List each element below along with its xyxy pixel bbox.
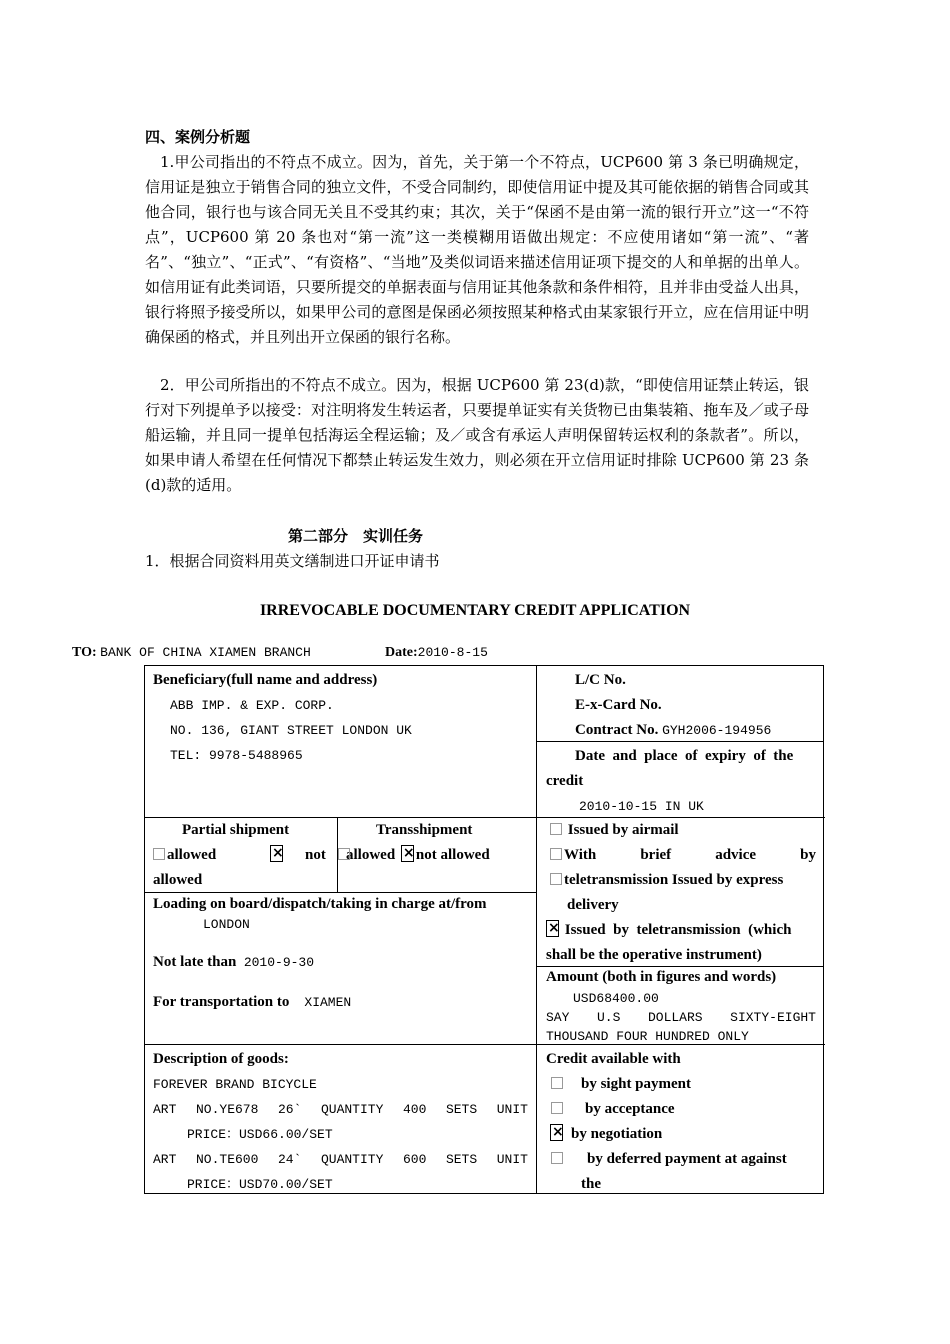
goods-1-w5: 400 [402,1102,427,1117]
transship-allowed-checkbox[interactable] [338,848,350,860]
beneficiary-address: NO. 136, GIANT STREET LONDON UK [170,723,412,738]
airmail-checkbox[interactable] [550,823,562,835]
express-checkbox[interactable] [550,873,562,885]
partial-not-allowed-checkbox[interactable] [270,845,283,862]
excard-label: E-x-Card No. [575,697,662,713]
goods-1-w4: QUANTITY [320,1102,384,1117]
lc-application-form [144,665,824,1194]
contract-value: GYH2006-194956 [662,723,772,738]
amount-word-4: SIXTY-EIGHT [730,1010,816,1025]
transshipment-cell [338,818,536,892]
express-label: teletransmission Issued by express [564,872,784,888]
contract-label: Contract No. [575,722,659,738]
goods-2-w2: NO.TE600 [195,1152,259,1167]
expiry-value: 2010-10-15 IN UK [579,799,704,814]
goods-2-w7: UNIT [496,1152,528,1167]
answer-paragraph-1: 1.甲公司指出的不符点不成立。因为，首先，关于第一个不符点，UCP600 第 3 条已明确规定，信用证是独立于销售合同的独立文件，不受合同制约，即使信用证中提及其可能依据的销售合同或其他合同，银行也与该合同无关且不受其约束；其次，关于“保函不是由第一流的银行开立”这一“不符点”，UCP600 第 20 条也对“第一流”这一类模糊用语做出规定：不应使用诸如“第一流”、“著名”、“独立”、“正式”、“有资格”、“当地”及类似词语来描述信用证项下提交的人和单据的出单人。如信用证有此类词语，只要所提交的单据表面与信用证其他条款和条件相符，且并非由受益人出具，银行将照予接受所以，如果甲公司的意图是保函必须按照某种格式由某家银行开立，应在信用证中明确保函的格式，并且列出开立保函的银行名称。 [145,153,809,346]
goods-2-w4: QUANTITY [320,1152,384,1167]
section-heading: 四、案例分析题 [145,128,251,146]
to-value: BANK OF CHINA XIAMEN BRANCH [100,645,311,660]
amount-figures: USD68400.00 [573,991,659,1006]
sight-checkbox[interactable] [551,1077,563,1089]
sight-label: by sight payment [581,1076,692,1092]
deferred-checkbox[interactable] [551,1152,563,1164]
amount-word-2: U.S [596,1010,621,1025]
transship-not-allowed-checkbox[interactable] [401,845,414,862]
to-line [72,645,311,661]
not-later-label: Not late than [153,954,237,970]
task-item: 1．根据合同资料用英文缮制进口开证申请书 [145,552,440,570]
partial-label: Partial shipment [182,822,290,838]
partial-allowed-checkbox[interactable] [153,848,165,860]
goods-1-price: PRICE：USD66.00/SET [187,1127,333,1142]
part-heading: 第二部分 实训任务 [288,527,424,545]
form-title: IRREVOCABLE DOCUMENTARY CREDIT APPLICATION [259,602,691,619]
expiry-label-2: credit [546,773,584,789]
airmail-label: Issued by airmail [567,822,679,838]
brief-word-3: advice [715,847,757,863]
goods-2-w1: ART [153,1152,177,1167]
brief-word-1: With [564,847,597,863]
transship-label: Transshipment [376,822,473,838]
brief-advice-checkbox[interactable] [550,848,562,860]
goods-1-w1: ART [153,1102,177,1117]
goods-1-w7: UNIT [496,1102,528,1117]
goods-1-w3: 26` [277,1102,302,1117]
to-label: TO: [72,645,97,660]
transship-allowed-label: allowed [346,847,396,863]
goods-2-w6: SETS [445,1152,478,1167]
beneficiary-phone: TEL: 9978-5488965 [170,748,303,763]
lc-no-label: L/C No. [575,672,626,688]
teletransmission-label-2: shall be the operative instrument) [546,947,762,963]
goods-brand: FOREVER BRAND BICYCLE [153,1077,317,1092]
negotiation-checkbox[interactable] [550,1124,563,1141]
transport-value: XIAMEN [304,995,352,1010]
answer-paragraph-2: 2．甲公司所指出的不符点不成立。因为，根据 UCP600 第 23(d)款，“即使信用证禁止转运，银行对下列提单予以接受：对注明将发生转运者，只要提单证实有关货物已由集装箱、拖车及／或子母船运输，并且同一提单包括海运全程运输；及／或含有承运人声明保留转运权利的条款者”。所以，如果申请人希望在任何情况下都禁止转运发生效力，则必须在开立信用证时排除 UCP600 第 23 条(d)款的适用。 [145,376,809,494]
amount-label: Amount (both in figures and words) [546,969,777,985]
date-value: 2010-8-15 [417,645,488,660]
amount-word-3: DOLLARS [647,1010,703,1025]
expiry-label: Date and place of expiry of the [575,748,794,764]
loading-label: Loading on board/dispatch/taking in charge at/from [153,896,487,912]
brief-word-2: brief [640,847,672,863]
goods-2-price: PRICE：USD70.00/SET [187,1177,333,1192]
partial-not-label: not [305,847,326,863]
express-label-2: delivery [567,897,619,913]
loading-value: LONDON [203,917,250,932]
negotiation-label: by negotiation [571,1126,663,1142]
beneficiary-name: ABB IMP. & EXP. CORP. [170,698,334,713]
acceptance-checkbox[interactable] [551,1102,563,1114]
beneficiary-label: Beneficiary(full name and address) [153,672,378,688]
goods-label: Description of goods: [153,1051,289,1067]
transport-label: For transportation to [153,994,290,1010]
contract-line [575,718,771,743]
deferred-label-2: the [581,1176,601,1192]
amount-word-1: SAY [546,1010,570,1025]
partial-not-allowed-label: allowed [153,872,203,888]
date-line [385,645,488,661]
transship-not-allowed-label: not allowed [415,847,490,863]
teletransmission-checkbox[interactable] [546,920,559,937]
partial-allowed-label: allowed [167,847,217,863]
amount-words-2: THOUSAND FOUR HUNDRED ONLY [546,1029,749,1044]
goods-2-w5: 600 [402,1152,427,1167]
goods-1-w2: NO.YE678 [195,1102,259,1117]
teletransmission-label: Issued by teletransmission (which [564,922,792,938]
goods-2-w3: 24` [277,1152,302,1167]
brief-word-4: by [800,847,816,863]
not-later-value: 2010-9-30 [243,955,315,970]
available-label: Credit available with [546,1051,681,1067]
goods-1-w6: SETS [445,1102,478,1117]
date-label: Date: [385,645,418,660]
acceptance-label: by acceptance [585,1101,675,1117]
deferred-label: by deferred payment at against [587,1151,787,1167]
